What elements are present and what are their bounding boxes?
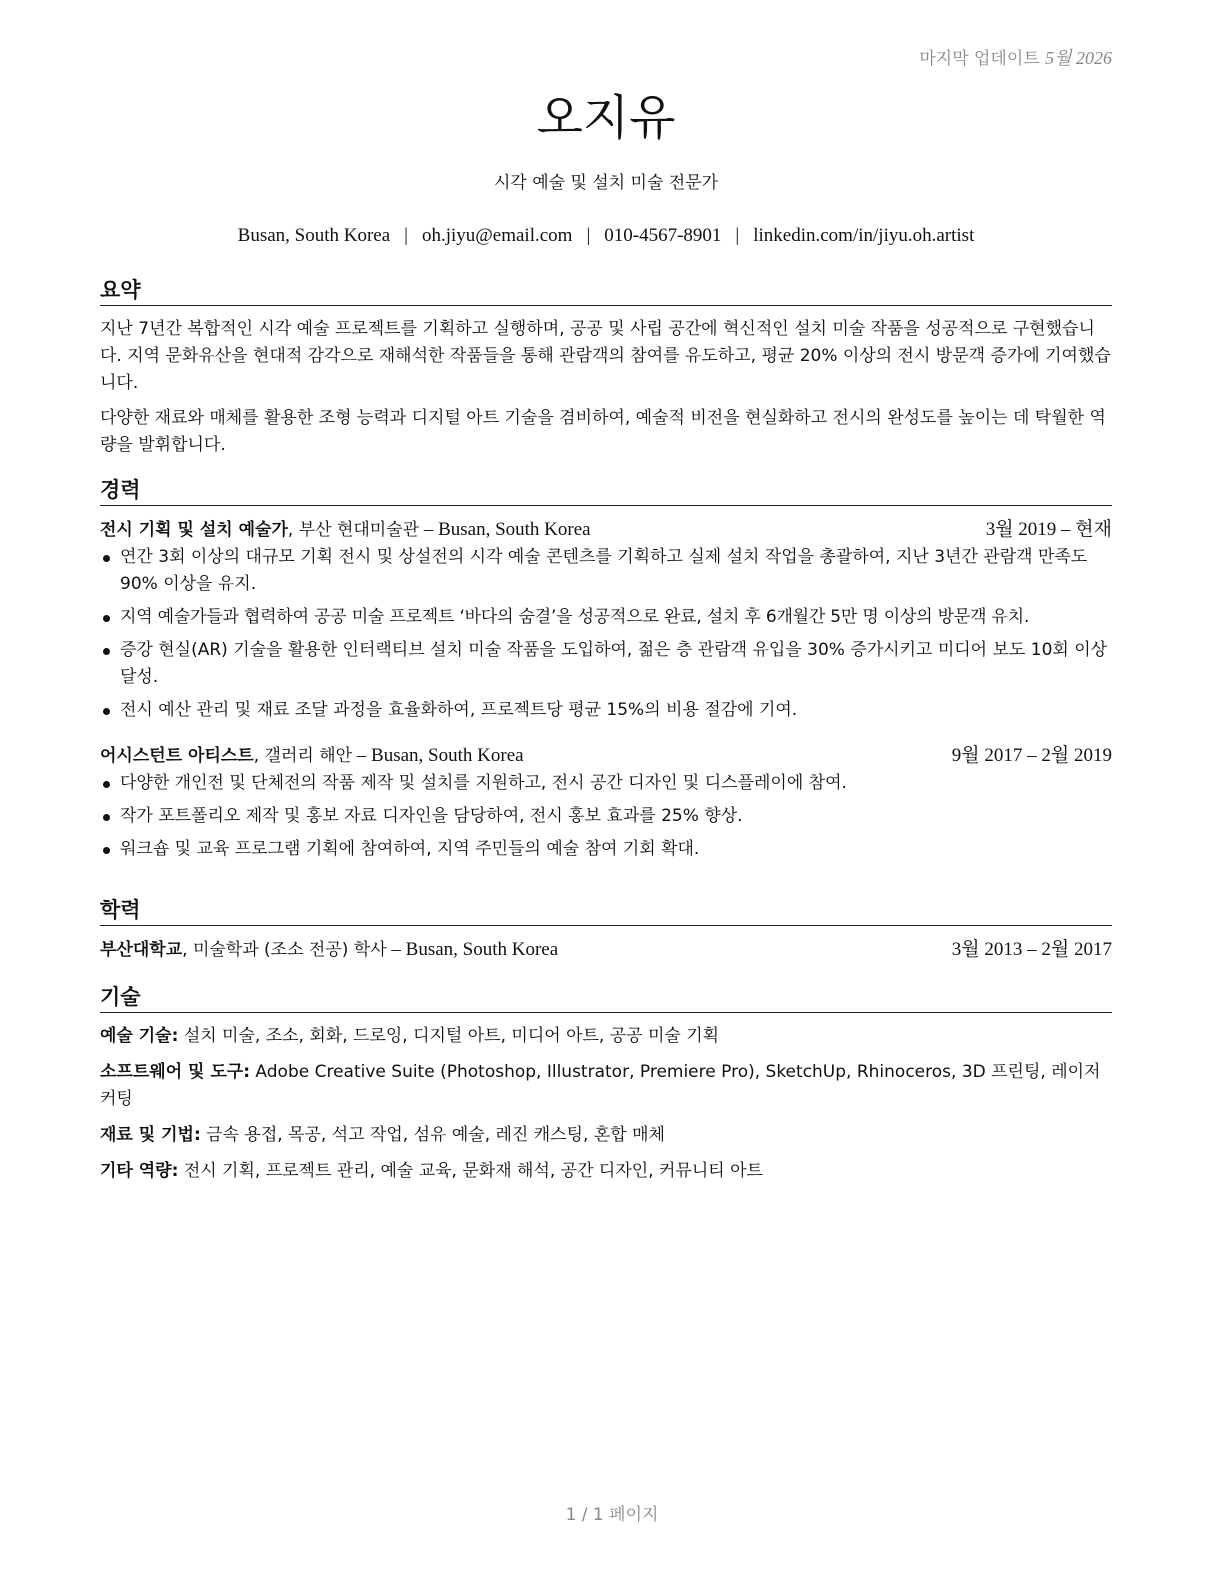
list-item: 전시 예산 관리 및 재료 조달 과정을 효율화하여, 프로젝트당 평균 15%의 비용 절감에 기여. [100,697,1112,724]
list-item: 증강 현실(AR) 기술을 활용한 인터랙티브 설치 미술 작품을 도입하여, 젊은 층 관람객 유입을 30% 증가시키고 미디어 보도 10회 이상 달성. [100,637,1112,691]
job-header [100,742,1112,770]
section-title: 기술 [100,983,1112,1013]
job-title-line: 전시 기획 및 설치 예술가, 부산 현대미술관 – Busan, South Korea [100,519,591,540]
job-bullets [100,770,1112,863]
skill-value: 금속 용접, 목공, 석고 작업, 섬유 예술, 레진 캐스팅, 혼합 매체 [206,1125,665,1145]
contact-separator: | [735,225,740,246]
skill-label: 재료 및 기법: [100,1125,201,1145]
job-org: 갤러리 해안 [264,746,353,766]
job-location: – Busan, South Korea [356,745,524,766]
section-title: 학력 [100,896,1112,926]
summary-section [100,276,1112,467]
list-item: 지역 예술가들과 협력하여 공공 미술 프로젝트 ‘바다의 숨결’을 성공적으로 완료, 설치 후 6개월간 5만 명 이상의 방문객 유치. [100,604,1112,631]
education-section [100,896,1112,964]
skill-row [100,1059,1112,1113]
contact-email[interactable]: oh.jiyu@email.com [421,225,573,246]
job-dates: 9월 2017 – 2월 2019 [951,745,1112,766]
job-role: 어시스턴트 아티스트 [100,746,254,766]
skill-value: 설치 미술, 조소, 회화, 드로잉, 디지털 아트, 미디어 아트, 공공 미술 기획 [183,1026,720,1046]
list-item: 연간 3회 이상의 대규모 기획 전시 및 상설전의 시각 예술 콘텐츠를 기획하고 실제 설치 작업을 총괄하여, 지난 3년간 관람객 만족도 90% 이상을 유지. [100,544,1112,598]
summary-paragraph: 다양한 재료와 매체를 활용한 조형 능력과 디지털 아트 기술을 겸비하여, 예술적 비전을 현실화하고 전시의 완성도를 높이는 데 탁월한 역량을 발휘합니다. [100,408,1106,455]
skill-row [100,1023,1112,1050]
summary-paragraph: 지난 7년간 복합적인 시각 예술 프로젝트를 기획하고 실행하며, 공공 및 사립 공간에 혁신적인 설치 미술 작품을 성공적으로 구현했습니다. 지역 문화유산을 현대적 감각으로 재해석한 작품들을 통해 관람객의 참여를 유도하고, 평균 20% 이상의 전시 방문객 증가에 기여했습니다. [100,319,1111,393]
school-name: 부산대학교 [100,940,183,960]
skill-row [100,1122,1112,1149]
last-updated [919,44,1112,70]
job-bullets [100,544,1112,724]
education-entry [100,936,1112,964]
skill-value: 전시 기획, 프로젝트 관리, 예술 교육, 문화재 해석, 공간 디자인, 커뮤니티 아트 [183,1161,763,1181]
last-updated-label: 마지막 업데이트 [919,49,1040,69]
section-title: 경력 [100,476,1112,506]
job-title-line: 어시스턴트 아티스트, 갤러리 해안 – Busan, South Korea [100,745,524,766]
skill-label: 소프트웨어 및 도구: [100,1062,251,1082]
list-item: 워크숍 및 교육 프로그램 기획에 참여하여, 지역 주민들의 예술 참여 기회 확대. [100,836,1112,863]
last-updated-date: 5월 2026 [1045,48,1112,68]
job-org: 부산 현대미술관 [298,520,420,540]
contact-linkedin[interactable]: linkedin.com/in/jiyu.oh.artist [753,225,975,246]
contact-location: Busan, South Korea [237,225,391,246]
skill-row [100,1158,1112,1185]
job-entry [100,516,1112,724]
education-line: 부산대학교, 미술학과 (조소 전공) 학사 – Busan, South Korea [100,939,559,960]
job-entry [100,742,1112,863]
contact-phone: 010-4567-8901 [604,225,722,246]
skill-label: 예술 기술: [100,1026,179,1046]
education-dates: 3월 2013 – 2월 2017 [951,939,1112,960]
job-header [100,516,1112,544]
tagline: 시각 예술 및 설치 미술 전문가 [493,173,719,193]
list-item: 다양한 개인전 및 단체전의 작품 제작 및 설치를 지원하고, 전시 공간 디자인 및 디스플레이에 참여. [100,770,1112,797]
skill-label: 기타 역량: [100,1161,179,1181]
skill-value: Adobe Creative Suite (Photoshop, Illustrator, Premiere Pro), SketchUp, Rhinoceros, 3D 프린팅, 레이저 커팅 [100,1062,1101,1109]
job-role: 전시 기획 및 설치 예술가 [100,520,288,540]
list-item: 작가 포트폴리오 제작 및 홍보 자료 디자인을 담당하여, 전시 홍보 효과를 25% 향상. [100,803,1112,830]
contact-separator: | [586,225,591,246]
contact-line [100,222,1112,250]
skills-section [100,983,1112,1194]
education-location: – Busan, South Korea [391,939,559,960]
section-title: 요약 [100,276,1112,306]
job-location: – Busan, South Korea [423,519,591,540]
job-dates: 3월 2019 – 현재 [985,519,1112,540]
experience-section [100,476,1112,869]
page-number: 1 / 1 페이지 [565,1505,659,1525]
contact-separator: | [404,225,408,246]
person-name: 오지유 [536,90,676,146]
degree: 미술학과 (조소 전공) 학사 [192,940,387,960]
